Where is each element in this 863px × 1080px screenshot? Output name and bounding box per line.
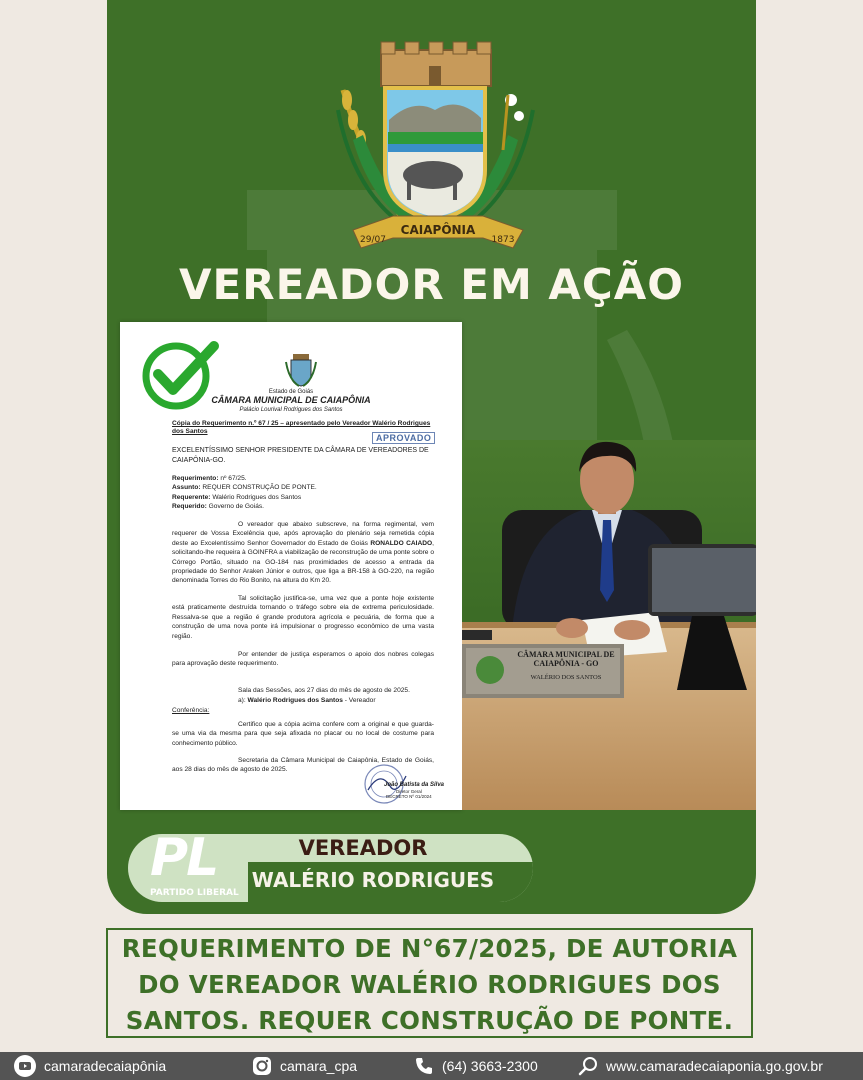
caption: REQUERIMENTO DE N°67/2025, DE AUTORIA DO VEREADOR WALÉRIO RODRIGUES DOS SANTOS. REQUER CONSTRUÇÃO DE PONTE. (106, 928, 753, 1038)
doc-paragraph-3: Por entender de justiça esperamos o apoio dos nobres colegas para aprovação deste requerimento. (172, 651, 434, 668)
crest-name: CAIAPÔNIA (400, 223, 476, 237)
doc-paragraph-1: O vereador que abaixo subscreve, na forma regimental, vem requerer de Vossa Excelência que, após aprovação do plenário seja remetida cópia deste ao Excelentíssimo Senhor Governador do Estado de Goiás RONALDO CAIADO, solicitando-lhe requeira à GOINFRA a viabilização de reconstrução de uma ponte sobre o Córrego Portão, situado na GO-184 nas proximidades de acesso a entrada da propriedade do Senhor Araken Júnior e outros, que liga a BR-158 à GO-220, na região denominada Torres do Rio Bonito, na altura do Km 20. (172, 521, 434, 585)
doc-field: Requerente: Walério Rodrigues dos Santos (172, 493, 302, 501)
doc-paragraph-2: Tal solicitação justifica-se, uma vez que a ponte hoje existente está praticamente destruída tornando o tráfego sobre ela de extrema periculosidade. Ressalva-se que a região é grande produtora agrícola e pecuária, de forma que a construção de uma nova ponte irá impulsionar o progresso econômico de uma vasta região. (172, 595, 434, 640)
doc-signed: a): Walério Rodrigues dos Santos - Vereador (238, 697, 376, 704)
crest-left-date: 29/07 (360, 235, 386, 245)
councilman-name: WALÉRIO RODRIGUES (251, 868, 495, 892)
doc-field: Assunto: REQUER CONSTRUÇÃO DE PONTE. (172, 484, 317, 492)
footer-instagram[interactable] (252, 1052, 357, 1080)
councilman-photo-illustration (462, 440, 756, 810)
phone-icon (414, 1056, 434, 1076)
doc-copy-line: Cópia do Requerimento n.º 67 / 25 – apresentado pelo Vereador Walério Rodrigues dos Santos (172, 420, 431, 435)
footer-website[interactable] (578, 1052, 823, 1080)
doc-address: EXCELENTÍSSIMO SENHOR PRESIDENTE DA CÂMARA DE VEREADORES DE CAIAPÔNIA-GO. (172, 447, 429, 464)
doc-fields (172, 474, 434, 512)
caiaponia-crest-icon (333, 40, 538, 255)
doc-field: Requerido: Governo de Goiás. (172, 503, 264, 511)
requirement-document (120, 322, 462, 810)
approved-stamp: APROVADO (372, 432, 435, 444)
footer-bar (0, 1052, 863, 1080)
signature (360, 762, 445, 806)
doc-certify: Certifico que a cópia acima confere com a original e que guarda-se uma via da mesma para que seja afixada no placar ou no local de costume para conhecimento público. (172, 721, 434, 747)
youtube-icon (14, 1055, 36, 1077)
footer-phone[interactable] (414, 1052, 538, 1080)
headline: VEREADOR EM AÇÃO (179, 260, 684, 309)
doc-palace: Palácio Lourival Rodrigues dos Santos (239, 407, 343, 413)
signature-decree: DECRETO Nº 01/2024 (386, 794, 432, 799)
doc-chamber: CÂMARA MUNICIPAL DE CAIAPÔNIA (211, 395, 371, 405)
party-badge (128, 834, 533, 902)
doc-state: Estado de Goiás (268, 389, 314, 395)
instagram-icon (252, 1056, 272, 1076)
party-logo-subtitle: PARTIDO LIBERAL (150, 888, 239, 898)
footer-phone-text: (64) 3663-2300 (442, 1058, 538, 1074)
signature-name: João Batista da Silva (384, 782, 445, 788)
footer-website-text: www.camaradecaiaponia.go.gov.br (606, 1058, 823, 1074)
nameplate-name: WALÉRIO DOS SANTOS (530, 674, 602, 681)
signature-role: Diretor Geral (396, 789, 422, 794)
footer-youtube-text: camaradecaiapônia (44, 1058, 167, 1074)
doc-session: Sala das Sessões, aos 27 dias do mês de agosto de 2025. (238, 687, 410, 694)
councilman-photo (462, 440, 756, 810)
footer-youtube[interactable] (14, 1052, 166, 1080)
search-icon (578, 1056, 598, 1076)
party-logo: PL (150, 834, 218, 888)
doc-field: Requerimento: nº 67/25. (172, 475, 247, 482)
nameplate-title: CÂMARA MUNICIPAL DE CAIAPÔNIA - GO (517, 650, 615, 668)
document-seal-icon (283, 352, 319, 388)
councilman-role: VEREADOR (298, 836, 428, 860)
doc-conference: Conferência: (172, 707, 210, 714)
crest-right-date: 1873 (491, 235, 515, 245)
doc-secretary: Secretaria da Câmara Municipal de Caiapônia, Estado de Goiás, aos 28 dias do mês de agosto de 2025. (172, 757, 434, 774)
footer-instagram-text: camara_cpa (280, 1058, 358, 1074)
